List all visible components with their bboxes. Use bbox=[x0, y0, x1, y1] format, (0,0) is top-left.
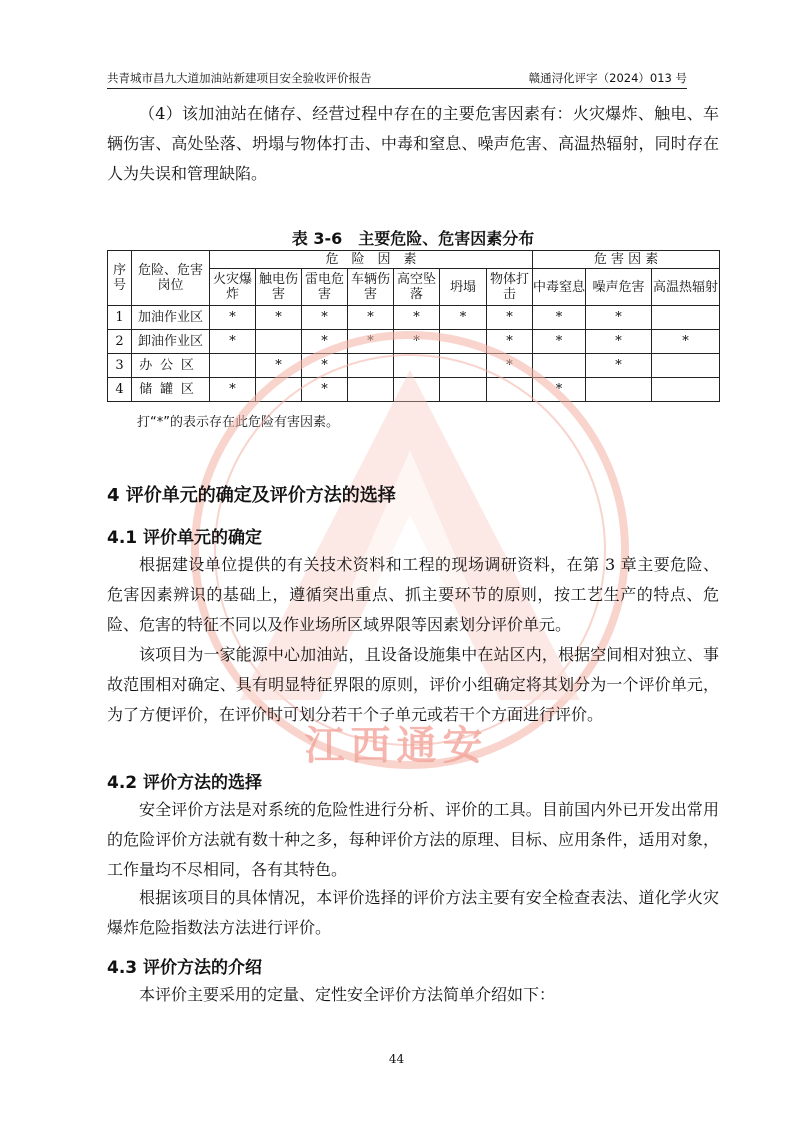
hazard-mark: * bbox=[394, 306, 440, 330]
row-post: 卸油作业区 bbox=[132, 330, 210, 354]
hazard-mark bbox=[440, 354, 487, 378]
section-4-title: 4 评价单元的确定及评价方法的选择 bbox=[107, 485, 396, 506]
section-4-1-paragraph-1: 根据建设单位提供的有关技术资料和工程的现场调研资料，在第 3 章主要危险、危害因素辨识的基础上，遵循突出重点、抓主要环节的原则，按工艺生产的特点、危险、危害的特征不同以及作业场所区域界限等因素划分评价单元。 bbox=[107, 555, 719, 634]
hazard-mark bbox=[256, 378, 302, 402]
hazard-mark bbox=[440, 378, 487, 402]
hazard-mark: * bbox=[652, 330, 720, 354]
watermark-text: 江西通安 bbox=[304, 723, 489, 769]
factor-header: 噪声危害 bbox=[586, 269, 652, 306]
hazard-mark bbox=[487, 378, 533, 402]
factor-header: 雷电危害 bbox=[302, 269, 348, 306]
hazard-mark: * bbox=[210, 378, 256, 402]
factor-header: 火灾爆炸 bbox=[210, 269, 256, 306]
hazard-mark: * bbox=[348, 330, 394, 354]
hazard-mark: * bbox=[440, 306, 487, 330]
factor-header: 车辆伤害 bbox=[348, 269, 394, 306]
hazard-mark: * bbox=[302, 354, 348, 378]
factor-header: 物体打击 bbox=[487, 269, 533, 306]
hazard-mark: * bbox=[487, 330, 533, 354]
hazard-mark bbox=[440, 330, 487, 354]
table-row bbox=[108, 330, 720, 354]
hazard-mark: * bbox=[210, 330, 256, 354]
hazard-mark: * bbox=[487, 354, 533, 378]
hazard-mark bbox=[394, 354, 440, 378]
hazard-mark: * bbox=[256, 354, 302, 378]
group-header-danger: 危 险 因 素 bbox=[210, 251, 533, 269]
hazard-mark bbox=[652, 354, 720, 378]
intro-paragraph: （4）该加油站在储存、经营过程中存在的主要危害因素有：火灾爆炸、触电、车辆伤害、高处坠落、坍塌与物体打击、中毒和窒息、噪声危害、高温热辐射，同时存在人为失误和管理缺陷。 bbox=[107, 104, 719, 183]
hazard-mark: * bbox=[302, 306, 348, 330]
row-post: 办公区 bbox=[132, 354, 210, 378]
hazard-mark bbox=[533, 354, 586, 378]
table-row bbox=[108, 306, 720, 330]
section-4-2-paragraph-1: 安全评价方法是对系统的危险性进行分析、评价的工具。目前国内外已开发出常用的危险评价方法就有数十种之多，每种评价方法的原理、目标、应用条件，适用对象，工作量均不尽相同，各有其特色。 bbox=[107, 800, 719, 879]
table-row bbox=[108, 378, 720, 402]
section-4-1-paragraph-2: 该项目为一家能源中心加油站，且设备设施集中在站区内，根据空间相对独立、事故范围相对确定、具有明显特征界限的原则，评价小组确定将其划分为一个评价单元，为了方便评价，在评价时可划分若干个子单元或若干个方面进行评价。 bbox=[107, 645, 719, 724]
table-header-row-1 bbox=[108, 251, 720, 269]
hazard-mark bbox=[348, 378, 394, 402]
hazard-mark: * bbox=[302, 378, 348, 402]
hazard-mark: * bbox=[586, 306, 652, 330]
hazard-mark: * bbox=[302, 330, 348, 354]
hazard-mark bbox=[394, 378, 440, 402]
hazard-mark: * bbox=[487, 306, 533, 330]
factor-header: 坍塌 bbox=[440, 269, 487, 306]
col-header-post: 危险、危害岗位 bbox=[132, 251, 210, 306]
hazard-distribution-table bbox=[107, 250, 720, 402]
hazard-mark: * bbox=[533, 306, 586, 330]
row-no: 4 bbox=[108, 378, 132, 402]
section-4-2-title: 4.2 评价方法的选择 bbox=[107, 773, 263, 793]
hazard-mark bbox=[652, 378, 720, 402]
factor-header: 触电伤害 bbox=[256, 269, 302, 306]
factor-header: 高温热辐射 bbox=[652, 269, 720, 306]
header-report-title: 共青城市昌九大道加油站新建项目安全验收评价报告 bbox=[107, 71, 372, 85]
row-no: 2 bbox=[108, 330, 132, 354]
group-header-harm: 危 害 因 素 bbox=[533, 251, 720, 269]
hazard-mark: * bbox=[586, 354, 652, 378]
hazard-mark: * bbox=[348, 306, 394, 330]
hazard-mark bbox=[348, 354, 394, 378]
hazard-mark: * bbox=[256, 306, 302, 330]
hazard-mark: * bbox=[394, 330, 440, 354]
hazard-mark: * bbox=[533, 330, 586, 354]
row-post: 加油作业区 bbox=[132, 306, 210, 330]
hazard-mark bbox=[210, 354, 256, 378]
section-4-1-title: 4.1 评价单元的确定 bbox=[107, 528, 263, 548]
table-title: 表 3-6 主要危险、危害因素分布 bbox=[291, 229, 535, 248]
section-4-2-paragraph-2: 根据该项目的具体情况，本评价选择的评价方法主要有安全检查表法、道化学火灾爆炸危险指数法方法进行评价。 bbox=[107, 888, 719, 937]
table-note: 打“*”的表示存在此危险有害因素。 bbox=[137, 415, 339, 430]
page-header bbox=[107, 70, 687, 89]
hazard-mark bbox=[652, 306, 720, 330]
row-post: 储罐区 bbox=[132, 378, 210, 402]
header-document-number: 赣通浔化评字（2024）013 号 bbox=[528, 71, 687, 85]
hazard-mark: * bbox=[586, 330, 652, 354]
factor-header: 高空坠落 bbox=[394, 269, 440, 306]
hazard-mark: * bbox=[533, 378, 586, 402]
hazard-mark bbox=[256, 330, 302, 354]
section-4-3-paragraph-1: 本评价主要采用的定量、定性安全评价方法简单介绍如下： bbox=[139, 985, 556, 1004]
table-row bbox=[108, 354, 720, 378]
factor-header: 中毒窒息 bbox=[533, 269, 586, 306]
hazard-mark: * bbox=[210, 306, 256, 330]
row-no: 3 bbox=[108, 354, 132, 378]
hazard-mark bbox=[586, 378, 652, 402]
row-no: 1 bbox=[108, 306, 132, 330]
col-header-no: 序号 bbox=[108, 251, 132, 306]
page-number: 44 bbox=[388, 1052, 405, 1066]
section-4-3-title: 4.3 评价方法的介绍 bbox=[107, 958, 263, 978]
